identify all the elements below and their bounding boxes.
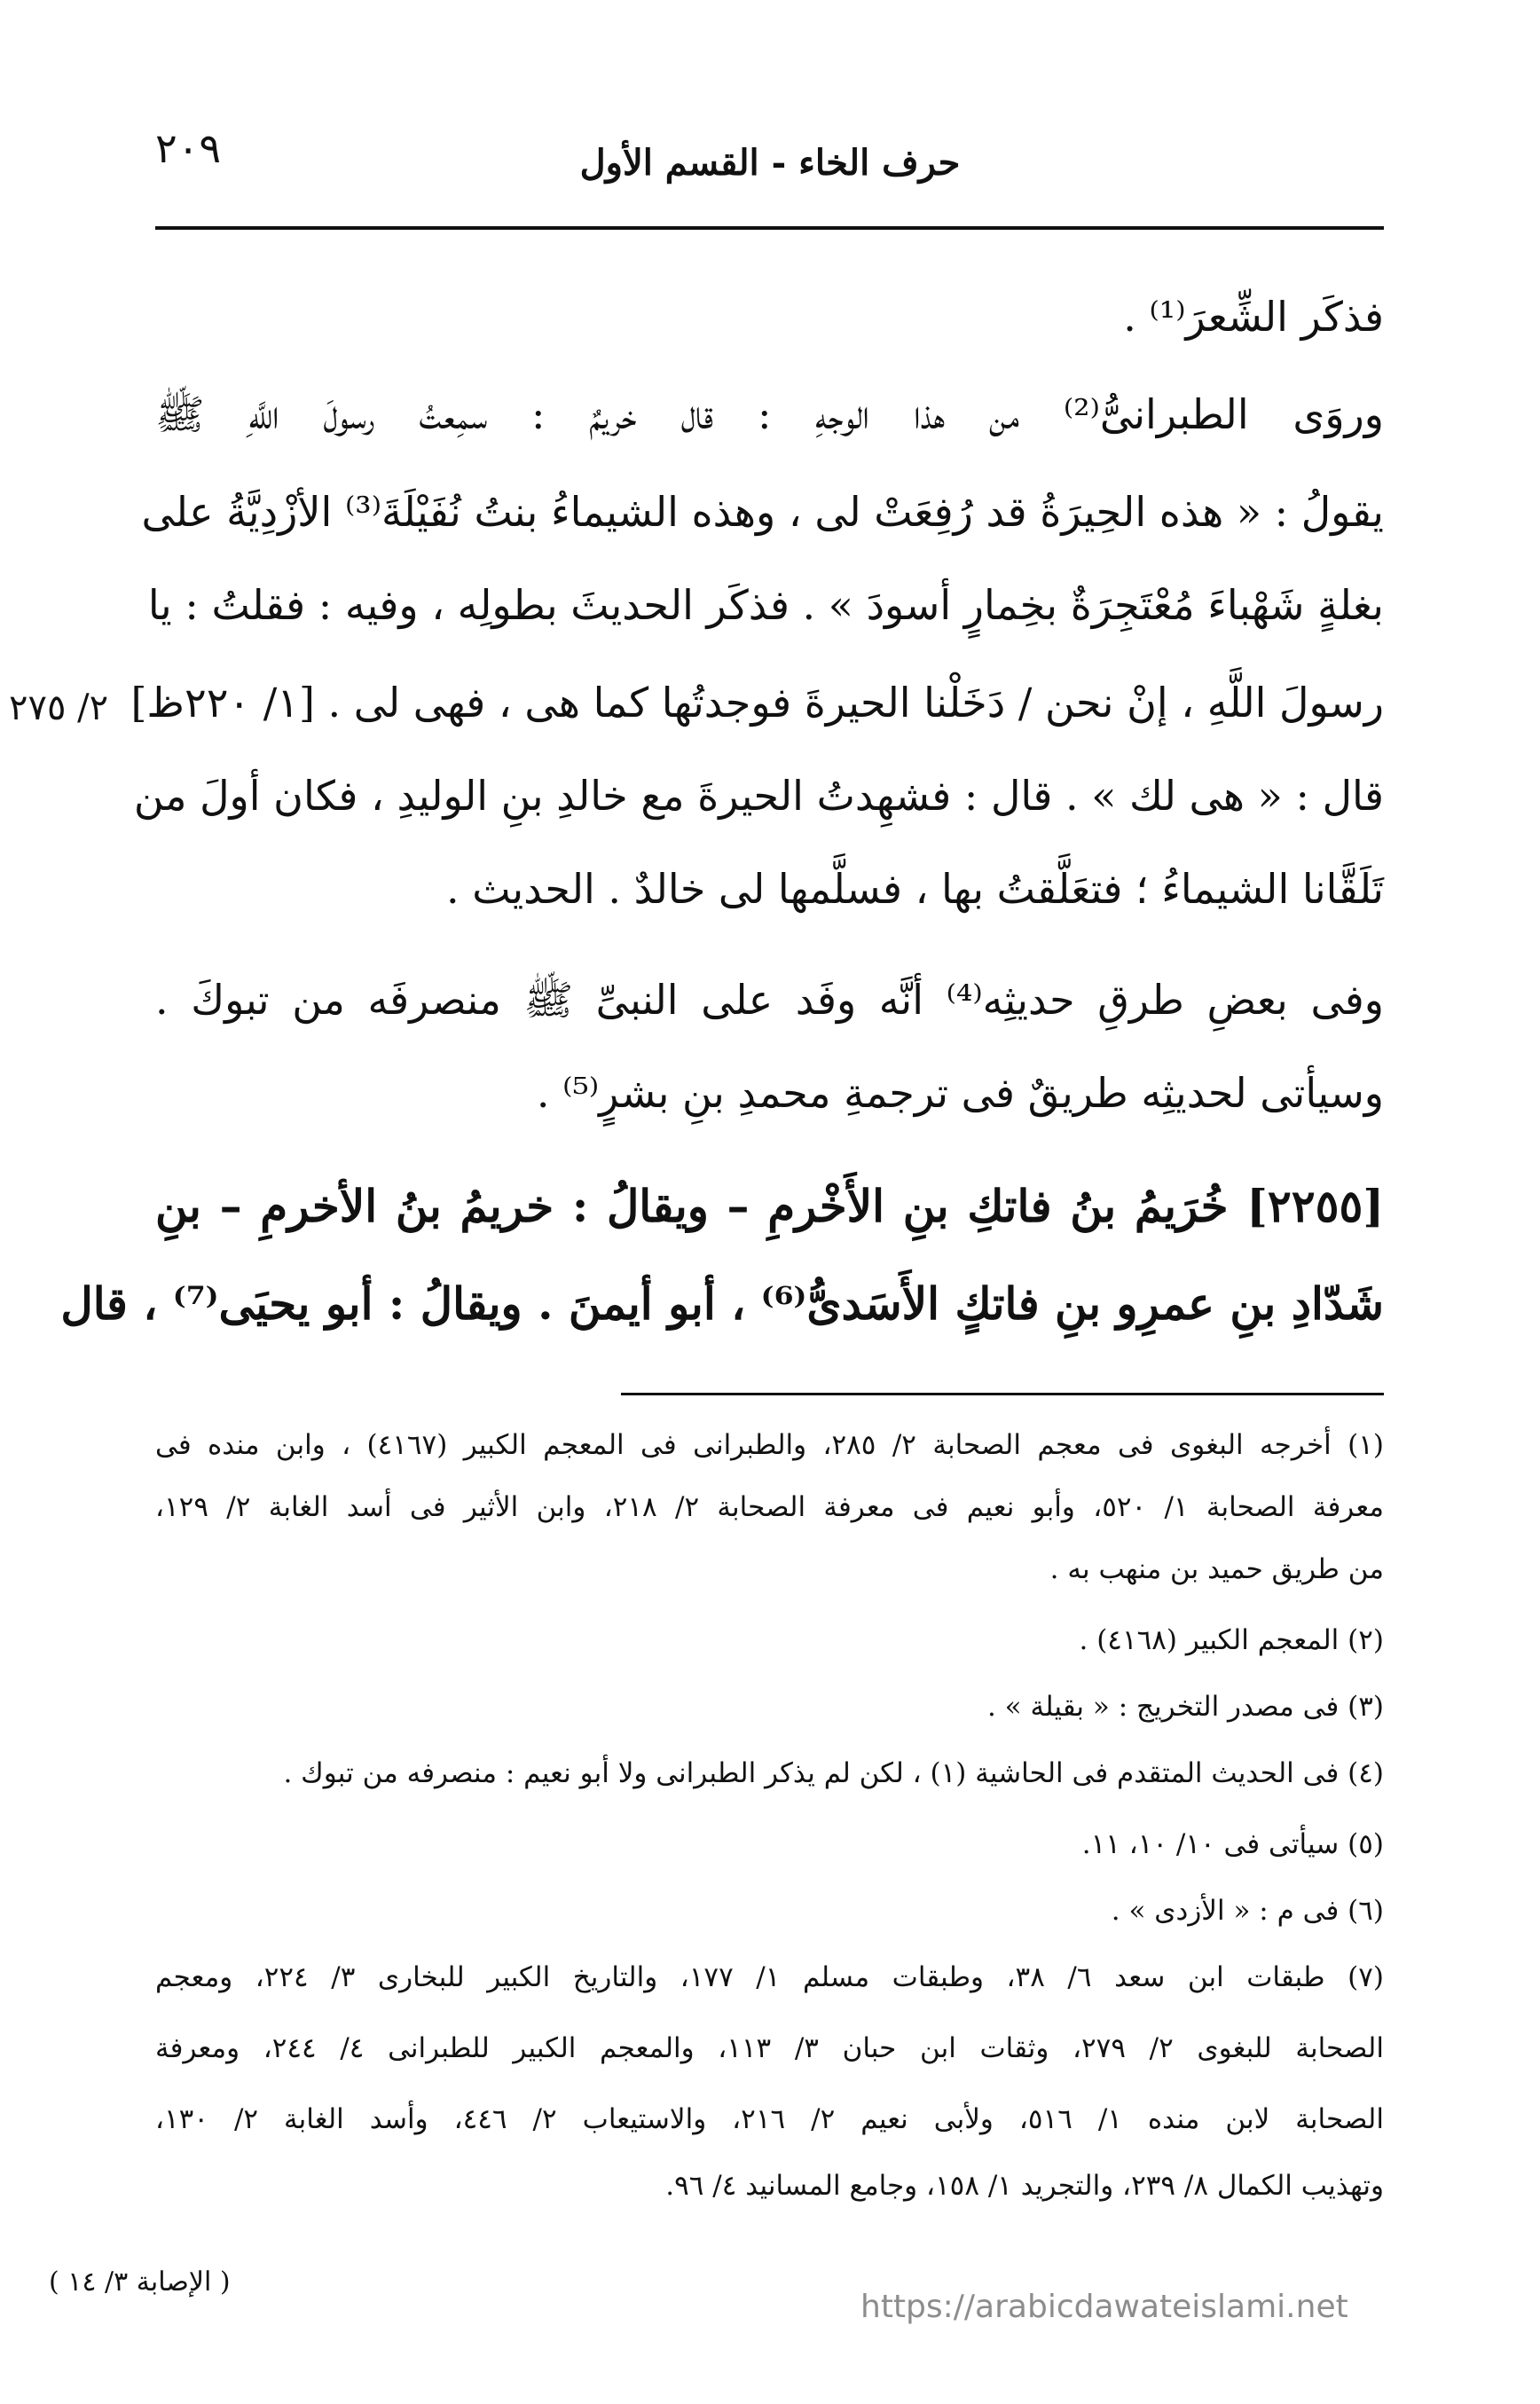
footnote-line: من طريق حميد بن منهب به .: [1049, 1553, 1384, 1585]
footnote-rule: [621, 1393, 1384, 1395]
footnote-line: (١) أخرجه البغوى فى معجم الصحابة ٢/ ٢٨٥، والطبرانى فى المعجم الكبير (٤١٦٧) ، وابن منده فى: [155, 1429, 1384, 1461]
footnote-line: معرفة الصحابة ١/ ٥٢٠، وأبو نعيم فى معرفة الصحابة ٢/ ٢١٨، وابن الأثير فى أسد الغابة ٢/ ١٢٩،: [155, 1491, 1384, 1523]
body-line: وفى بعضِ طرقِ حديثِه⁽⁴⁾ أنَّه وفَد على النبىِّ ﷺ منصرفَه من تبوكَ .: [155, 976, 1384, 1024]
body-line: فذكَر الشِّعرَ⁽¹⁾ .: [1123, 293, 1384, 341]
footnote-line: (٦) فى م : « الأزدى » .: [1111, 1895, 1384, 1927]
body-line: وروَى الطبرانىُّ⁽²⁾ من هذا الوجهِ : قال خريمٌ : سمِعتُ رسولَ اللَّهِ ﷺ: [155, 390, 1384, 438]
header-rule: [155, 226, 1384, 230]
body-line: قال : « هى لك » . قال : فشهِدتُ الحيرةَ مع خالدِ بنِ الوليدِ ، فكان أولَ من: [133, 772, 1384, 820]
entry-heading-line: شَدّادِ بنِ عمرِو بنِ فاتكٍ الأَسَدىُّ⁽⁶⁾ ، أبو أيمنَ . ويقالُ : أبو يحيَى⁽⁷⁾ ، قال: [60, 1277, 1384, 1330]
footnote-line: الصحابة لابن منده ١/ ٥١٦، ولأبى نعيم ٢/ ٢١٦، والاستيعاب ٢/ ٤٤٦، وأسد الغابة ٢/ ١٣٠،: [155, 2103, 1384, 2135]
footnote-line: (٢) المعجم الكبير (٤١٦٨) .: [1079, 1624, 1384, 1656]
volume-page-label: ( الإصابة ٣/ ١٤ ): [49, 2267, 231, 2298]
footnote-line: (٧) طبقات ابن سعد ٦/ ٣٨، وطبقات مسلم ١/ ١٧٧، والتاريخ الكبير للبخارى ٣/ ٢٢٤، ومعجم: [155, 1961, 1384, 1993]
footnote-line: الصحابة للبغوى ٢/ ٢٧٩، وثقات ابن حبان ٣/ ١١٣، والمعجم الكبير للطبرانى ٤/ ٢٤٤، ومعرفة: [155, 2032, 1384, 2064]
footnote-line: (٣) فى مصدر التخريج : « بقيلة » .: [986, 1691, 1384, 1723]
page-number: ٢٠٩: [155, 124, 222, 172]
footnote-line: (٥) سيأتى فى ١٠/ ١٠، ١١.: [1081, 1828, 1384, 1860]
running-header-title: حرف الخاء - القسم الأول: [579, 142, 961, 184]
footnote-line: وتهذيب الكمال ٨/ ٢٣٩، والتجريد ١/ ١٥٨، وجامع المسانيد ٤/ ٩٦.: [665, 2170, 1384, 2202]
body-line: يقولُ : « هذه الحِيرَةُ قد رُفِعَتْ لى ، وهذه الشيماءُ بنتُ نُفَيْلَةَ⁽³⁾ الأزْدِيَّةُ على: [141, 488, 1384, 536]
body-line: وسيأتى لحديثِه طريقٌ فى ترجمةِ محمدِ بنِ بشرٍ⁽⁵⁾ .: [536, 1069, 1384, 1117]
watermark-url: https://arabicdawateislami.net: [860, 2289, 1348, 2325]
entry-heading-line: [٢٢٥٥] خُرَيمُ بنُ فاتكِ بنِ الأَخْرمِ – ويقالُ : خريمُ بنُ الأخرمِ – بنِ: [155, 1180, 1384, 1232]
footnote-line: (٤) فى الحديث المتقدم فى الحاشية (١) ، لكن لم يذكر الطبرانى ولا أبو نعيم : منصرفه من تبوك .: [283, 1757, 1384, 1789]
body-line: رسولَ اللَّهِ ، إنْ نحن / دَخَلْنا الحيرةَ فوجدتُها كما هى ، فهى لى . [١/ ٢٢٠ظ]: [130, 679, 1384, 727]
margin-reference: ٢/ ٢٧٥: [9, 687, 109, 728]
body-line: تَلَقَّانا الشيماءُ ؛ فتعَلَّقتُ بها ، فسلَّمها لى خالدٌ . الحديث .: [445, 865, 1384, 913]
body-line: بغلةٍ شَهْباءَ مُعْتَجِرَةٌ بخِمارٍ أسودَ » . فذكَر الحديثَ بطولِه ، وفيه : فقلتُ : يا: [147, 581, 1384, 629]
